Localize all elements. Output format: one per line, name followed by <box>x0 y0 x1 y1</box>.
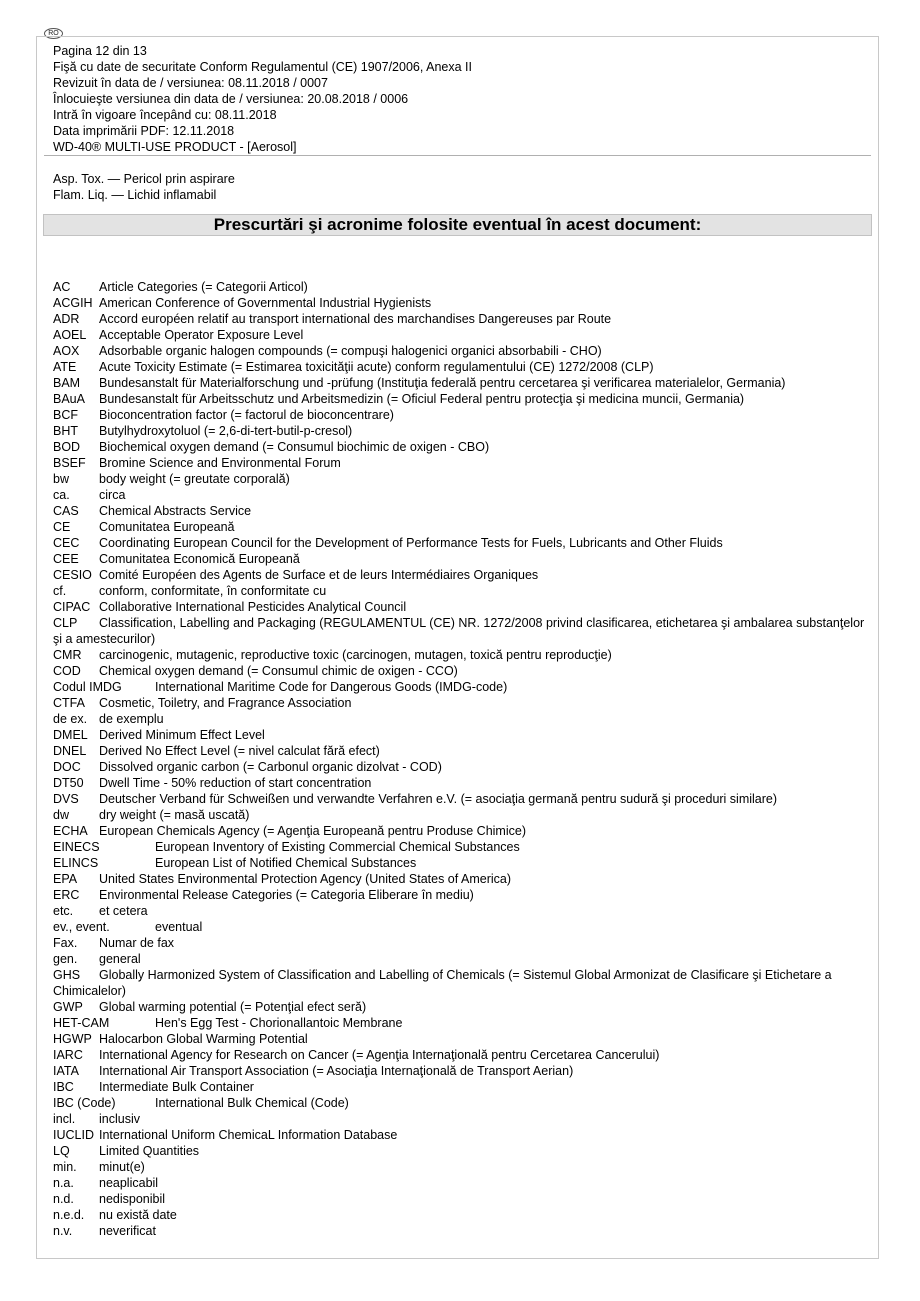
abbreviation-term: BCF <box>53 408 78 422</box>
abbreviation-definition: Intermediate Bulk Container <box>99 1080 254 1094</box>
abbreviation-term: CMR <box>53 648 82 662</box>
abbreviation-row <box>53 375 868 391</box>
abbreviation-term: DMEL <box>53 728 88 742</box>
abbreviation-definition: Accord européen relatif au transport international des marchandises Dangereuses par Route <box>99 312 612 326</box>
abbreviation-row <box>53 711 868 727</box>
abbreviation-row <box>53 807 868 823</box>
header-revision: Revizuit în data de / versiunea: 08.11.2018 / 0007 <box>53 76 328 90</box>
abbreviation-row <box>53 839 868 855</box>
abbreviation-row <box>53 1159 868 1175</box>
abbreviation-definition: minut(e) <box>99 1160 145 1174</box>
hazard-note: Asp. Tox. — Pericol prin aspirare <box>53 172 235 186</box>
document-header <box>53 43 472 155</box>
abbreviation-row <box>53 1047 868 1063</box>
abbreviation-row <box>53 1127 868 1143</box>
abbreviation-row <box>53 871 868 887</box>
abbreviation-term: Codul IMDG <box>53 680 122 694</box>
abbreviation-term: CEC <box>53 536 80 550</box>
abbreviation-row <box>53 903 868 919</box>
abbreviation-term: EPA <box>53 872 78 886</box>
abbreviation-definition: Derived Minimum Effect Level <box>99 728 265 742</box>
abbreviation-definition: Hen's Egg Test - Chorionallantoic Membrane <box>155 1016 403 1030</box>
abbreviation-term: IATA <box>53 1064 79 1078</box>
abbreviation-row <box>53 359 868 375</box>
abbreviation-row <box>53 311 868 327</box>
abbreviation-row <box>53 1079 868 1095</box>
abbreviation-definition: eventual <box>155 920 203 934</box>
abbreviation-definition: Bromine Science and Environmental Forum <box>99 456 341 470</box>
abbreviation-definition: European Chemicals Agency (= Agenţia Europeană pentru Produse Chimice) <box>99 824 526 838</box>
abbreviation-definition: carcinogenic, mutagenic, reproductive toxic (carcinogen, mutagen, toxică pentru reproducţie) <box>99 648 612 662</box>
abbreviation-row <box>53 567 868 583</box>
abbreviation-term: DNEL <box>53 744 87 758</box>
abbreviation-definition: Comunitatea Europeană <box>99 520 235 534</box>
abbreviation-term: IUCLID <box>53 1128 94 1142</box>
abbreviation-row <box>53 599 868 615</box>
abbreviation-row <box>53 967 868 999</box>
header-divider <box>44 155 871 156</box>
abbreviation-row <box>53 1095 868 1111</box>
abbreviation-term: gen. <box>53 952 78 966</box>
abbreviation-row <box>53 887 868 903</box>
abbreviation-definition: Classification, Labelling and Packaging (REGULAMENTUL (CE) NR. 1272/2008 privind clasificarea, etichetarea şi ambalarea substanţelor şi a amestecurilor) <box>53 616 865 646</box>
abbreviation-row <box>53 855 868 871</box>
abbreviation-term: LQ <box>53 1144 70 1158</box>
abbreviation-term: AC <box>53 280 71 294</box>
hazard-notes <box>53 171 235 203</box>
abbreviation-row <box>53 583 868 599</box>
abbreviation-row <box>53 663 868 679</box>
abbreviation-term: ERC <box>53 888 80 902</box>
abbreviation-term: BHT <box>53 424 78 438</box>
abbreviation-term: HGWP <box>53 1032 92 1046</box>
abbreviation-term: dw <box>53 808 69 822</box>
abbreviation-definition: Collaborative International Pesticides Analytical Council <box>99 600 407 614</box>
abbreviation-term: ECHA <box>53 824 88 838</box>
abbreviation-definition: Derived No Effect Level (= nivel calculat fără efect) <box>99 744 380 758</box>
abbreviation-row <box>53 1031 868 1047</box>
abbreviation-definition: nedisponibil <box>99 1192 166 1206</box>
abbreviation-definition: Chemical oxygen demand (= Consumul chimic de oxigen - CCO) <box>99 664 458 678</box>
abbreviation-term: DT50 <box>53 776 84 790</box>
abbreviation-definition: European Inventory of Existing Commercial Chemical Substances <box>155 840 520 854</box>
abbreviation-term: CIPAC <box>53 600 91 614</box>
abbreviation-term: IBC (Code) <box>53 1096 116 1110</box>
abbreviation-term: incl. <box>53 1112 76 1126</box>
abbreviation-definition: Adsorbable organic halogen compounds (= compuşi halogenici organici absorbabili - CHO) <box>99 344 602 358</box>
abbreviation-row <box>53 935 868 951</box>
abbreviation-definition: Halocarbon Global Warming Potential <box>99 1032 308 1046</box>
abbreviation-term: cf. <box>53 584 67 598</box>
abbreviation-row <box>53 727 868 743</box>
abbreviation-row <box>53 471 868 487</box>
abbreviation-definition: Deutscher Verband für Schweißen und verwandte Verfahren e.V. (= asociaţia germană pentru sudură şi proceduri similare) <box>99 792 778 806</box>
abbreviation-term: BAuA <box>53 392 85 406</box>
abbreviation-definition: International Bulk Chemical (Code) <box>155 1096 349 1110</box>
abbreviation-row <box>53 439 868 455</box>
abbreviation-row <box>53 1175 868 1191</box>
abbreviation-definition: neaplicabil <box>99 1176 159 1190</box>
abbreviation-row <box>53 343 868 359</box>
abbreviation-definition: Environmental Release Categories (= Categoria Eliberare în mediu) <box>99 888 474 902</box>
abbreviation-term: AOX <box>53 344 80 358</box>
language-badge: RO <box>44 28 63 39</box>
abbreviation-row <box>53 695 868 711</box>
abbreviation-term: CTFA <box>53 696 85 710</box>
abbreviation-term: ELINCS <box>53 856 99 870</box>
abbreviation-definition: Globally Harmonized System of Classification and Labelling of Chemicals (= Sistemul Global Armonizat de Clasificare şi Etichetare a Chimicalelor) <box>53 968 832 998</box>
abbreviation-row <box>53 791 868 807</box>
abbreviation-definition: American Conference of Governmental Industrial Hygienists <box>99 296 432 310</box>
abbreviation-definition: conform, conformitate, în conformitate cu <box>99 584 327 598</box>
abbreviation-row <box>53 551 868 567</box>
abbreviation-term: CESIO <box>53 568 92 582</box>
abbreviation-definition: Article Categories (= Categorii Articol) <box>99 280 308 294</box>
abbreviation-term: ACGIH <box>53 296 93 310</box>
abbreviation-definition: nu există date <box>99 1208 177 1222</box>
abbreviation-term: COD <box>53 664 81 678</box>
abbreviation-definition: et cetera <box>99 904 148 918</box>
abbreviation-row <box>53 919 868 935</box>
abbreviation-definition: circa <box>99 488 126 502</box>
abbreviation-term: ATE <box>53 360 77 374</box>
header-page-number: Pagina 12 din 13 <box>53 44 147 58</box>
abbreviation-row <box>53 823 868 839</box>
abbreviation-definition: Dwell Time - 50% reduction of start concentration <box>99 776 372 790</box>
abbreviation-term: GWP <box>53 1000 83 1014</box>
abbreviation-definition: inclusiv <box>99 1112 140 1126</box>
abbreviation-term: HET-CAM <box>53 1016 110 1030</box>
abbreviation-row <box>53 1207 868 1223</box>
abbreviation-term: etc. <box>53 904 74 918</box>
abbreviation-row <box>53 535 868 551</box>
abbreviation-row <box>53 503 868 519</box>
abbreviation-definition: general <box>99 952 141 966</box>
abbreviation-term: n.e.d. <box>53 1208 85 1222</box>
abbreviation-definition: Bundesanstalt für Materialforschung und -prüfung (Instituţia federală pentru cercetarea şi verificarea materialelor, Germania) <box>99 376 786 390</box>
abbreviation-row <box>53 327 868 343</box>
hazard-note: Flam. Liq. — Lichid inflamabil <box>53 188 217 202</box>
abbreviation-term: CLP <box>53 616 78 630</box>
abbreviation-row <box>53 455 868 471</box>
abbreviation-row <box>53 295 868 311</box>
abbreviation-definition: de exemplu <box>99 712 164 726</box>
header-print-date: Data imprimării PDF: 12.11.2018 <box>53 124 235 138</box>
abbreviation-term: CAS <box>53 504 79 518</box>
abbreviation-term: n.a. <box>53 1176 74 1190</box>
abbreviation-term: min. <box>53 1160 77 1174</box>
abbreviation-term: ev., event. <box>53 920 110 934</box>
abbreviation-row <box>53 775 868 791</box>
abbreviation-term: DOC <box>53 760 81 774</box>
abbreviation-row <box>53 951 868 967</box>
section-title: Prescurtări şi acronime folosite eventual în acest document: <box>43 214 872 236</box>
abbreviation-row <box>53 743 868 759</box>
abbreviation-row <box>53 1223 868 1239</box>
abbreviation-row <box>53 407 868 423</box>
abbreviation-row <box>53 1111 868 1127</box>
abbreviation-definition: International Air Transport Association (= Asociaţia Internaţională de Transport Aerian) <box>99 1064 574 1078</box>
abbreviation-term: CEE <box>53 552 79 566</box>
header-effective-date: Intră în vigoare începând cu: 08.11.2018 <box>53 108 277 122</box>
abbreviation-definition: Comité Européen des Agents de Surface et de leurs Intermédiaires Organiques <box>99 568 539 582</box>
abbreviation-definition: Dissolved organic carbon (= Carbonul organic dizolvat - COD) <box>99 760 442 774</box>
abbreviation-definition: dry weight (= masă uscată) <box>99 808 250 822</box>
abbreviation-definition: neverificat <box>99 1224 156 1238</box>
abbreviation-row <box>53 999 868 1015</box>
abbreviation-row <box>53 519 868 535</box>
abbreviation-row <box>53 1191 868 1207</box>
abbreviation-row <box>53 391 868 407</box>
abbreviation-definition: Butylhydroxytoluol (= 2,6-di-tert-butil-p-cresol) <box>99 424 353 438</box>
abbreviation-term: de ex. <box>53 712 88 726</box>
abbreviation-definition: body weight (= greutate corporală) <box>99 472 290 486</box>
abbreviation-term: ADR <box>53 312 80 326</box>
abbreviation-row <box>53 759 868 775</box>
header-doc-title: Fişă cu date de securitate Conform Regulamentul (CE) 1907/2006, Anexa II <box>53 60 472 74</box>
abbreviation-definition: Cosmetic, Toiletry, and Fragrance Association <box>99 696 352 710</box>
abbreviation-row <box>53 487 868 503</box>
abbreviation-term: n.d. <box>53 1192 74 1206</box>
abbreviation-term: bw <box>53 472 69 486</box>
abbreviation-row <box>53 1063 868 1079</box>
abbreviation-term: GHS <box>53 968 81 982</box>
abbreviation-definition: Comunitatea Economică Europeană <box>99 552 300 566</box>
abbreviation-definition: Numar de fax <box>99 936 175 950</box>
abbreviation-definition: Biochemical oxygen demand (= Consumul biochimic de oxigen - CBO) <box>99 440 490 454</box>
abbreviation-definition: Limited Quantities <box>99 1144 200 1158</box>
abbreviation-row <box>53 1143 868 1159</box>
abbreviation-row <box>53 679 868 695</box>
abbreviation-term: IARC <box>53 1048 83 1062</box>
abbreviation-definition: Chemical Abstracts Service <box>99 504 252 518</box>
abbreviation-definition: Acceptable Operator Exposure Level <box>99 328 304 342</box>
abbreviation-row <box>53 647 868 663</box>
abbreviation-definition: Bundesanstalt für Arbeitsschutz und Arbeitsmedizin (= Oficiul Federal pentru protecţia şi medicina muncii, Germania) <box>99 392 745 406</box>
abbreviation-list <box>53 279 868 1239</box>
abbreviation-term: AOEL <box>53 328 87 342</box>
abbreviation-definition: Global warming potential (= Potenţial efect seră) <box>99 1000 367 1014</box>
abbreviation-definition: International Maritime Code for Dangerous Goods (IMDG-code) <box>155 680 508 694</box>
abbreviation-row <box>53 423 868 439</box>
abbreviation-definition: Bioconcentration factor (= factorul de bioconcentrare) <box>99 408 394 422</box>
abbreviation-row <box>53 615 868 647</box>
abbreviation-definition: European List of Notified Chemical Substances <box>155 856 417 870</box>
abbreviation-definition: International Agency for Research on Cancer (= Agenţia Internaţională pentru Cercetarea Cancerului) <box>99 1048 660 1062</box>
abbreviation-term: n.v. <box>53 1224 73 1238</box>
abbreviation-term: CE <box>53 520 71 534</box>
abbreviation-term: DVS <box>53 792 79 806</box>
abbreviation-row <box>53 279 868 295</box>
abbreviation-term: ca. <box>53 488 70 502</box>
abbreviation-term: BSEF <box>53 456 86 470</box>
header-replaces: Înlocuieşte versiunea din data de / versiunea: 20.08.2018 / 0006 <box>53 92 409 106</box>
abbreviation-term: Fax. <box>53 936 78 950</box>
abbreviation-term: IBC <box>53 1080 74 1094</box>
abbreviation-definition: United States Environmental Protection Agency (United States of America) <box>99 872 512 886</box>
abbreviation-definition: International Uniform ChemicaL Information Database <box>99 1128 398 1142</box>
abbreviation-definition: Acute Toxicity Estimate (= Estimarea toxicităţii acute) conform regulamentului (CE) 1272/2008 (CLP) <box>99 360 654 374</box>
abbreviation-term: BAM <box>53 376 81 390</box>
abbreviation-term: BOD <box>53 440 81 454</box>
abbreviation-row <box>53 1015 868 1031</box>
abbreviation-definition: Coordinating European Council for the Development of Performance Tests for Fuels, Lubricants and Other Fluids <box>99 536 723 550</box>
header-product: WD-40® MULTI-USE PRODUCT - [Aerosol] <box>53 140 297 154</box>
abbreviation-term: EINECS <box>53 840 100 854</box>
